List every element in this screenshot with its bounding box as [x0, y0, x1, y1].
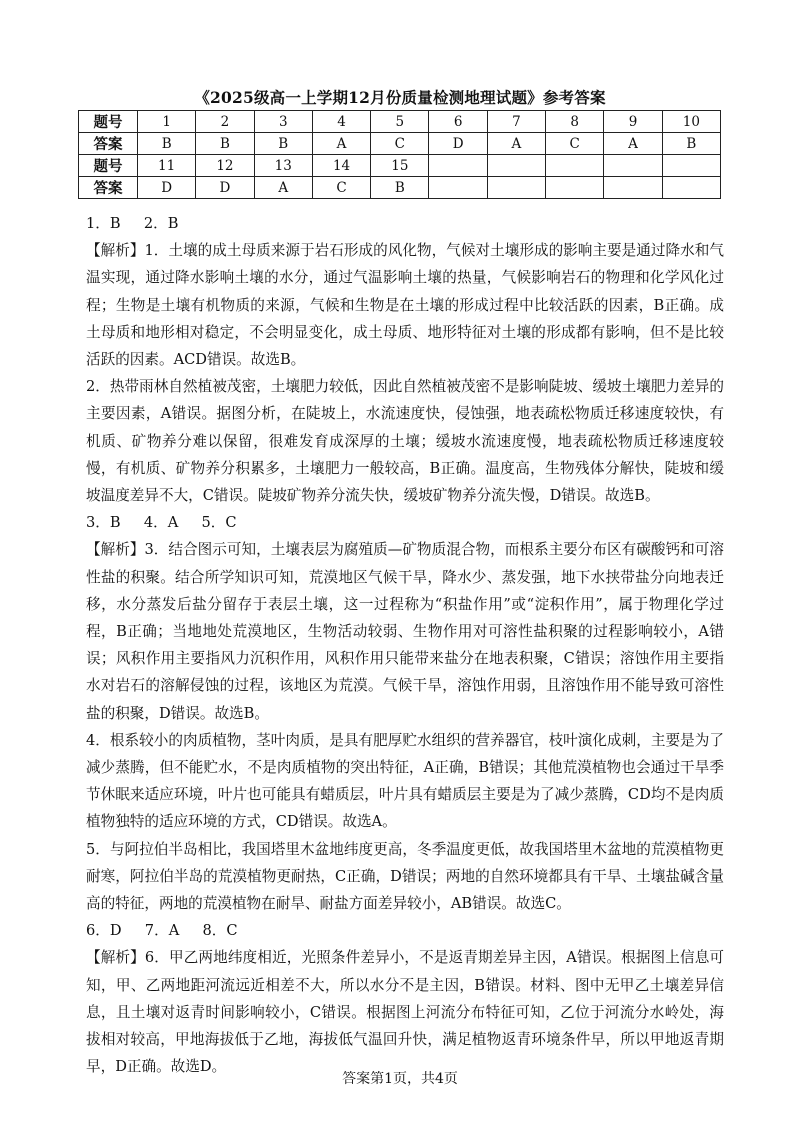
answer-cell: [487, 177, 545, 199]
row-header-question: 题号: [79, 155, 138, 177]
question-number: 10: [662, 111, 720, 133]
question-number: 5: [371, 111, 429, 133]
analysis-q1: 【解析】1．土壤的成土母质来源于岩石形成的风化物，气候对土壤形成的影响主要是通过降水和气温实现，通过降水影响土壤的水分，通过气温影响土壤的热量，气候影响岩石的物理和化学风化过程；生物是土壤有机物质的来源，气候和生物是在土壤的形成过程中比较活跃的因素，B正确。成土母质和地形相对稳定，不会明显变化，成土母质、地形特征对土壤的形成都有影响，但不是比较活跃的因素。ACD错误。故选B。: [86, 242, 724, 369]
answer-row-2: [79, 177, 721, 199]
explanation-body: [86, 210, 724, 1081]
answer-cell: B: [662, 133, 720, 155]
answer-row-1: [79, 133, 721, 155]
answer-cell: C: [371, 133, 429, 155]
question-number: 15: [371, 155, 429, 177]
question-number: 7: [487, 111, 545, 133]
answer-cell: A: [312, 133, 370, 155]
question-row-2: [79, 155, 721, 177]
question-number: 1: [138, 111, 196, 133]
answer-line-1-2: 1．B 2．B: [86, 215, 179, 232]
analysis-q3: 【解析】3．结合图示可知，土壤表层为腐殖质—矿物质混合物，而根系主要分布区有碳酸钙和可溶性盐的积聚。结合所学知识可知，荒漠地区气候干旱，降水少、蒸发强，地下水挟带盐分向地表迁移，水分蒸发后盐分留存于表层土壤，这一过程称为“积盐作用”或“淀积作用”，属于物理化学过程，B正确；当地地处荒漠地区，生物活动较弱、生物作用对可溶性盐积聚的过程影响较小，A错误；风积作用主要指风力沉积作用，风积作用只能带来盐分在地表积聚，C错误；溶蚀作用主要指水对岩石的溶解侵蚀的过程，该地区为荒漠。气候干旱，溶蚀作用弱，且溶蚀作用不能导致可溶性盐的积聚，D错误。故选B。: [86, 541, 724, 722]
question-number: 8: [546, 111, 604, 133]
answer-cell: D: [429, 133, 487, 155]
answer-cell: A: [487, 133, 545, 155]
answer-cell: B: [254, 133, 312, 155]
row-header-question: 题号: [79, 111, 138, 133]
page-title: 《2025级高一上学期12月份质量检测地理试题》参考答案: [194, 88, 606, 107]
question-number: 11: [138, 155, 196, 177]
answer-cell: C: [312, 177, 370, 199]
question-number: 4: [312, 111, 370, 133]
question-number: 3: [254, 111, 312, 133]
question-number: [487, 155, 545, 177]
analysis-q4: 4．根系较小的肉质植物，茎叶肉质，是具有肥厚贮水组织的营养器官，枝叶演化成刺，主要是为了减少蒸腾，但不能贮水，不是肉质植物的突出特征，A正确，B错误；其他荒漠植物也会通过干旱季节休眠来适应环境，叶片也可能具有蜡质层，叶片具有蜡质层主要是为了减少蒸腾，CD均不是肉质植物独特的适应环境的方式，CD错误。故选A。: [86, 731, 724, 831]
analysis-q5: 5．与阿拉伯半岛相比，我国塔里木盆地纬度更高，冬季温度更低，故我国塔里木盆地的荒漠植物更耐寒，阿拉伯半岛的荒漠植物更耐热，C正确，D错误；两地的自然环境都具有干旱、土壤盐碱含量高的特征，两地的荒漠植物在耐旱、耐盐方面差异较小，AB错误。故选C。: [86, 840, 724, 913]
answer-table: [78, 110, 721, 199]
answer-cell: B: [138, 133, 196, 155]
answer-cell: B: [196, 133, 254, 155]
question-number: 12: [196, 155, 254, 177]
question-number: [429, 155, 487, 177]
question-number: [662, 155, 720, 177]
answer-cell: [604, 177, 662, 199]
question-number: 6: [429, 111, 487, 133]
answer-cell: [546, 177, 604, 199]
answer-cell: D: [138, 177, 196, 199]
answer-line-6-8: 6．D 7．A 8．C: [86, 922, 238, 940]
question-number: [546, 155, 604, 177]
answer-cell: A: [254, 177, 312, 199]
question-number: 2: [196, 111, 254, 133]
page-footer: 答案第1页，共4页: [342, 1071, 458, 1087]
answer-cell: C: [546, 133, 604, 155]
question-number: 9: [604, 111, 662, 133]
answer-cell: [662, 177, 720, 199]
question-number: [604, 155, 662, 177]
row-header-answer: 答案: [79, 133, 138, 155]
question-number: 14: [312, 155, 370, 177]
analysis-q6: 【解析】6．甲乙两地纬度相近，光照条件差异小，不是返青期差异主因，A错误。根据图上信息可知，甲、乙两地距河流远近相差不大，所以水分不是主因，B错误。材料、图中无甲乙土壤差异信息，且土壤对返青时间影响较小，C错误。根据图上河流分布特征可知，乙位于河流分水岭处，海拔相对较高，甲地海拔低于乙地，海拔低气温回升快，满足植物返青环境条件早，所以甲地返青期早，D正确。故选D。: [86, 949, 724, 1076]
answer-line-3-5: 3．B 4．A 5．C: [86, 514, 237, 532]
answer-cell: [429, 177, 487, 199]
answer-cell: B: [371, 177, 429, 199]
row-header-answer: 答案: [79, 177, 138, 199]
analysis-q2: 2．热带雨林自然植被茂密，土壤肥力较低，因此自然植被茂密不是影响陡坡、缓坡土壤肥力差异的主要因素，A错误。据图分析，在陡坡上，水流速度快，侵蚀强，地表疏松物质迁移速度较快，有机质、矿物养分难以保留，很难发育成深厚的土壤；缓坡水流速度慢，地表疏松物质迁移速度较慢，有机质、矿物养分积累多，土壤肥力一般较高，B正确。温度高，生物残体分解快，陡坡和缓坡温度差异不大，C错误。陡坡矿物养分流失快，缓坡矿物养分流失慢，D错误。故选B。: [86, 378, 724, 505]
answer-cell: A: [604, 133, 662, 155]
question-number: 13: [254, 155, 312, 177]
question-row-1: [79, 111, 721, 133]
answer-cell: D: [196, 177, 254, 199]
